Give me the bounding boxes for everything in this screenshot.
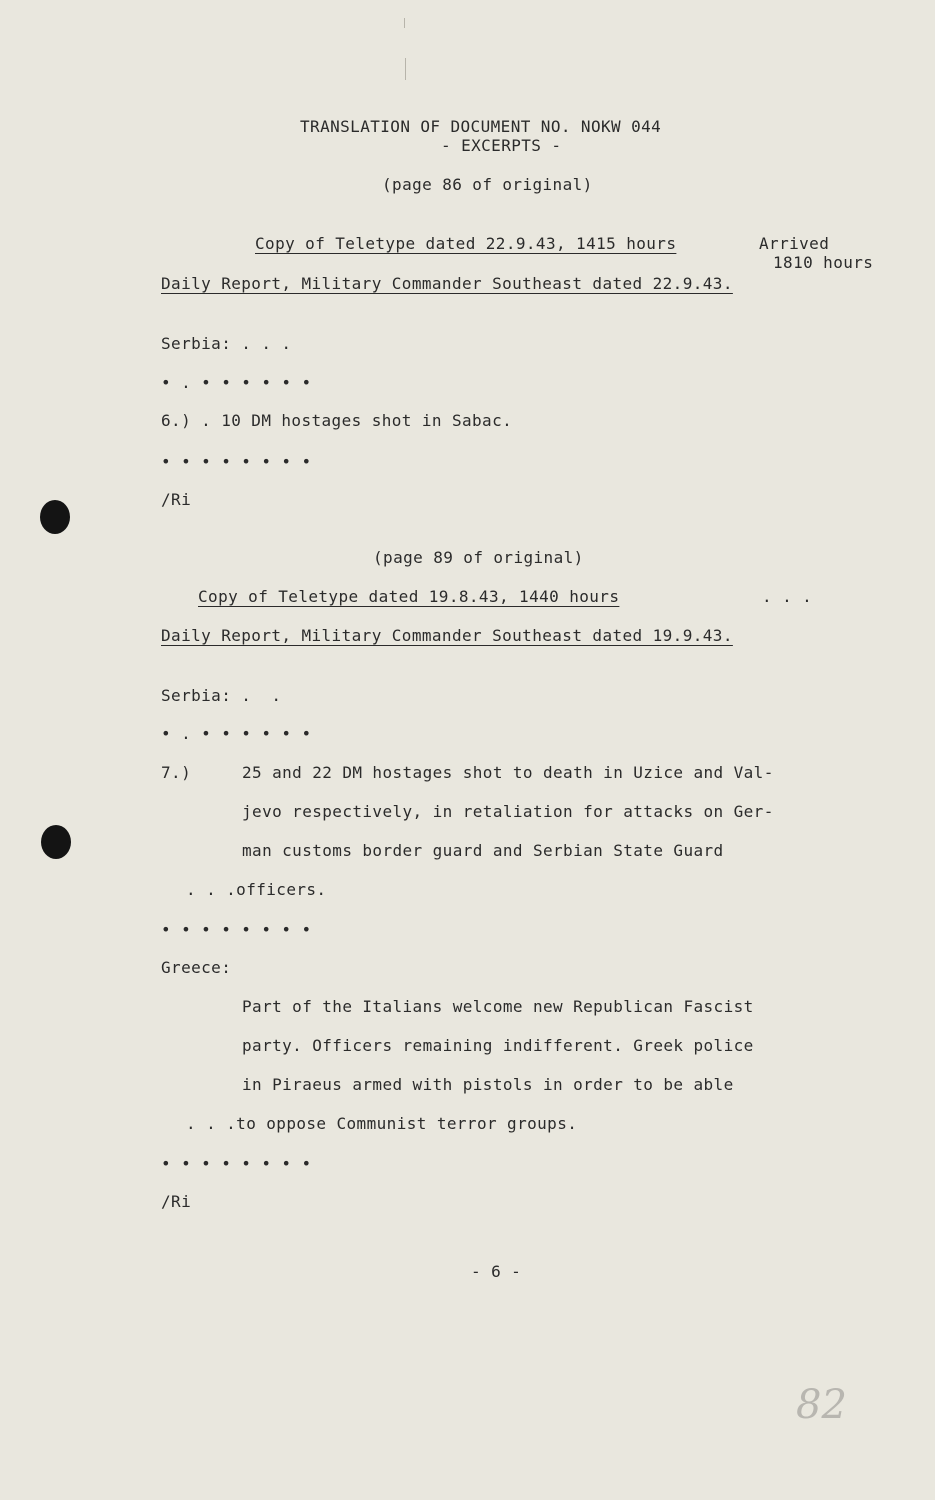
greece-line: party. Officers remaining indifferent. Greek police [242, 1036, 754, 1055]
item-7-line: jevo respectively, in retaliation for attacks on Ger- [242, 802, 774, 821]
item-7-line: man customs border guard and Serbian State Guard [242, 841, 724, 860]
ellipsis-row: • . • • • • • • [161, 373, 312, 392]
punch-hole [40, 500, 70, 534]
paper-mark [405, 58, 406, 80]
greece-label: Greece: [161, 958, 232, 977]
teletype-dots: . . . [762, 587, 813, 606]
document-title: TRANSLATION OF DOCUMENT NO. NOKW 044 [300, 117, 662, 136]
page-reference-2: (page 89 of original) [373, 548, 584, 567]
document-subtitle: - EXCERPTS - [441, 136, 562, 155]
ellipsis-row: • • • • • • • • [161, 1154, 312, 1173]
handwritten-number: 82 [796, 1382, 847, 1428]
daily-report-2: Daily Report, Military Commander Southeast dated 19.9.43. [161, 626, 733, 645]
serbia-label-2: Serbia: . . [161, 686, 282, 705]
teletype-line-1: Copy of Teletype dated 22.9.43, 1415 hours [255, 234, 677, 253]
daily-report-1: Daily Report, Military Commander Southeast dated 22.9.43. [161, 274, 733, 293]
initials-2: /Ri [161, 1192, 192, 1211]
punch-hole [41, 825, 71, 859]
page-reference-1: (page 86 of original) [382, 175, 593, 194]
arrived-time: 1810 hours [773, 253, 874, 272]
serbia-label-1: Serbia: . . . [161, 334, 292, 353]
paper-mark [404, 18, 405, 28]
arrived-label: Arrived [759, 234, 830, 253]
ellipsis-row: • • • • • • • • [161, 920, 312, 939]
greece-line: . . .to oppose Communist terror groups. [186, 1114, 578, 1133]
greece-line: Part of the Italians welcome new Republican Fascist [242, 997, 754, 1016]
item-7-line: . . .officers. [186, 880, 327, 899]
initials-1: /Ri [161, 490, 192, 509]
greece-line: in Piraeus armed with pistols in order to be able [242, 1075, 734, 1094]
ellipsis-row: • . • • • • • • [161, 724, 312, 743]
ellipsis-row: • • • • • • • • [161, 452, 312, 471]
page-number: - 6 - [471, 1262, 522, 1281]
item-7-line: 25 and 22 DM hostages shot to death in Uzice and Val- [242, 763, 774, 782]
item-7-number: 7.) [161, 763, 192, 782]
item-6: 6.) . 10 DM hostages shot in Sabac. [161, 411, 513, 430]
teletype-line-2: Copy of Teletype dated 19.8.43, 1440 hours [198, 587, 620, 606]
